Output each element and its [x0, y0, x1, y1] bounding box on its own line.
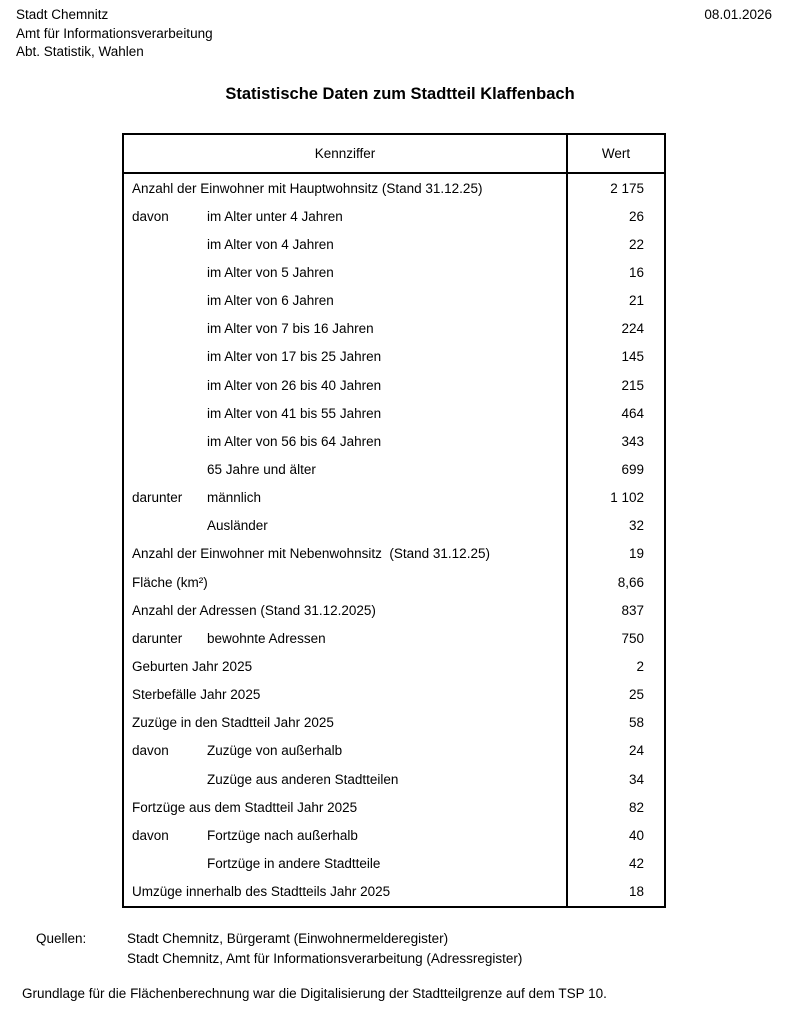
- table-row: [124, 174, 664, 202]
- document-date: 08.01.2026: [704, 7, 772, 22]
- row-value: 8,66: [566, 568, 664, 596]
- table-row: [124, 540, 664, 568]
- row-prefix: darunter: [132, 630, 183, 646]
- sources-label: Quellen:: [36, 931, 87, 946]
- row-label: im Alter von 26 bis 40 Jahren: [207, 377, 382, 393]
- table-row: [124, 568, 664, 596]
- row-label-cell: [124, 765, 566, 793]
- row-value: 42: [566, 849, 664, 877]
- table-row: [124, 878, 664, 906]
- row-label-cell: [124, 540, 566, 568]
- row-label-cell: [124, 596, 566, 624]
- row-label: Zuzüge in den Stadtteil Jahr 2025: [132, 715, 334, 731]
- row-label-cell: [124, 709, 566, 737]
- table-body: [124, 174, 664, 906]
- row-label: Fortzüge nach außerhalb: [207, 827, 358, 843]
- table-row: [124, 849, 664, 877]
- table-row: [124, 455, 664, 483]
- row-label: im Alter von 41 bis 55 Jahren: [207, 405, 382, 421]
- table-row: [124, 427, 664, 455]
- row-label-cell: [124, 202, 566, 230]
- table-row: [124, 793, 664, 821]
- row-label-cell: [124, 652, 566, 680]
- column-header-kennziffer: Kennziffer: [314, 146, 376, 161]
- row-value: 22: [566, 230, 664, 258]
- row-value: 82: [566, 793, 664, 821]
- row-label: im Alter von 4 Jahren: [207, 236, 334, 252]
- row-label-cell: [124, 878, 566, 906]
- row-value: 215: [566, 371, 664, 399]
- table-row: [124, 399, 664, 427]
- table-row: [124, 287, 664, 315]
- row-label-cell: [124, 624, 566, 652]
- row-label: Zuzüge von außerhalb: [207, 743, 343, 759]
- row-prefix: davon: [132, 743, 169, 759]
- row-label-cell: [124, 568, 566, 596]
- row-label-cell: [124, 258, 566, 286]
- row-value: 58: [566, 709, 664, 737]
- row-value: 145: [566, 343, 664, 371]
- row-label-cell: [124, 455, 566, 483]
- row-label: im Alter von 17 bis 25 Jahren: [207, 349, 382, 365]
- row-label-cell: [124, 512, 566, 540]
- table-row: [124, 258, 664, 286]
- row-value: 224: [566, 315, 664, 343]
- row-label-cell: [124, 315, 566, 343]
- table-row: [124, 821, 664, 849]
- row-label-cell: [124, 343, 566, 371]
- row-label-cell: [124, 681, 566, 709]
- row-label: Fläche (km²): [132, 574, 208, 590]
- table-row: [124, 343, 664, 371]
- row-label-cell: [124, 174, 566, 202]
- table-row: [124, 512, 664, 540]
- row-label-cell: [124, 484, 566, 512]
- row-label: männlich: [207, 490, 262, 506]
- row-value: 2: [566, 652, 664, 680]
- row-label: im Alter von 5 Jahren: [207, 264, 334, 280]
- table-row: [124, 709, 664, 737]
- row-label-cell: [124, 849, 566, 877]
- row-label-cell: [124, 427, 566, 455]
- row-label: im Alter von 56 bis 64 Jahren: [207, 433, 382, 449]
- table-row: [124, 681, 664, 709]
- org-line-2: Amt für Informationsverarbeitung: [16, 25, 213, 41]
- letterhead: [16, 6, 213, 62]
- row-value: 699: [566, 455, 664, 483]
- row-value: 464: [566, 399, 664, 427]
- row-value: 32: [566, 512, 664, 540]
- row-label: Anzahl der Einwohner mit Hauptwohnsitz (Stand 31.12.25): [132, 180, 483, 196]
- row-prefix: davon: [132, 208, 169, 224]
- table-row: [124, 484, 664, 512]
- org-line-1: Stadt Chemnitz: [16, 7, 109, 22]
- row-value: 25: [566, 681, 664, 709]
- footnote: Grundlage für die Flächenberechnung war die Digitalisierung der Stadtteilgrenze auf dem TSP 10.: [22, 986, 607, 1001]
- row-label: bewohnte Adressen: [207, 630, 326, 646]
- table-row: [124, 371, 664, 399]
- row-label: Zuzüge aus anderen Stadtteilen: [207, 771, 399, 787]
- source-line-1: Stadt Chemnitz, Bürgeramt (Einwohnermelderegister): [127, 931, 449, 946]
- row-value: 837: [566, 596, 664, 624]
- row-label-cell: [124, 793, 566, 821]
- row-value: 1 102: [566, 484, 664, 512]
- row-label-cell: [124, 821, 566, 849]
- row-value: 750: [566, 624, 664, 652]
- row-label-cell: [124, 230, 566, 258]
- row-label-cell: [124, 371, 566, 399]
- table-row: [124, 652, 664, 680]
- row-value: 16: [566, 258, 664, 286]
- row-label: Anzahl der Einwohner mit Nebenwohnsitz (Stand 31.12.25): [132, 546, 490, 562]
- row-value: 40: [566, 821, 664, 849]
- row-label: im Alter unter 4 Jahren: [207, 208, 343, 224]
- row-label: Geburten Jahr 2025: [132, 658, 253, 674]
- row-label: 65 Jahre und älter: [207, 461, 316, 477]
- table-row: [124, 315, 664, 343]
- source-line-2: Stadt Chemnitz, Amt für Informationsverarbeitung (Adressregister): [127, 951, 523, 966]
- row-prefix: davon: [132, 827, 169, 843]
- statistics-table: [122, 133, 666, 908]
- row-value: 34: [566, 765, 664, 793]
- sources-list: [127, 929, 522, 969]
- page-title: Statistische Daten zum Stadtteil Klaffenbach: [225, 85, 575, 103]
- row-label-cell: [124, 399, 566, 427]
- row-value: 21: [566, 287, 664, 315]
- row-label: Fortzüge aus dem Stadtteil Jahr 2025: [132, 799, 358, 815]
- table-row: [124, 765, 664, 793]
- row-label: Fortzüge in andere Stadtteile: [207, 855, 381, 871]
- row-label: Umzüge innerhalb des Stadtteils Jahr 2025: [132, 884, 391, 900]
- row-label: im Alter von 7 bis 16 Jahren: [207, 321, 374, 337]
- row-label: im Alter von 6 Jahren: [207, 293, 334, 309]
- row-label: Sterbefälle Jahr 2025: [132, 687, 261, 703]
- row-label: Ausländer: [207, 518, 268, 534]
- column-header-wert: Wert: [566, 135, 664, 172]
- row-value: 19: [566, 540, 664, 568]
- org-line-3: Abt. Statistik, Wahlen: [16, 44, 144, 59]
- table-row: [124, 596, 664, 624]
- sources-block: [36, 929, 522, 969]
- row-label: Anzahl der Adressen (Stand 31.12.2025): [132, 602, 376, 618]
- table-row: [124, 737, 664, 765]
- table-row: [124, 202, 664, 230]
- row-prefix: darunter: [132, 490, 183, 506]
- row-value: 24: [566, 737, 664, 765]
- row-value: 343: [566, 427, 664, 455]
- row-value: 18: [566, 878, 664, 906]
- row-label-cell: [124, 737, 566, 765]
- table-header-row: [124, 135, 664, 174]
- table-row: [124, 230, 664, 258]
- row-value: 2 175: [566, 174, 664, 202]
- table-row: [124, 624, 664, 652]
- row-label-cell: [124, 287, 566, 315]
- row-value: 26: [566, 202, 664, 230]
